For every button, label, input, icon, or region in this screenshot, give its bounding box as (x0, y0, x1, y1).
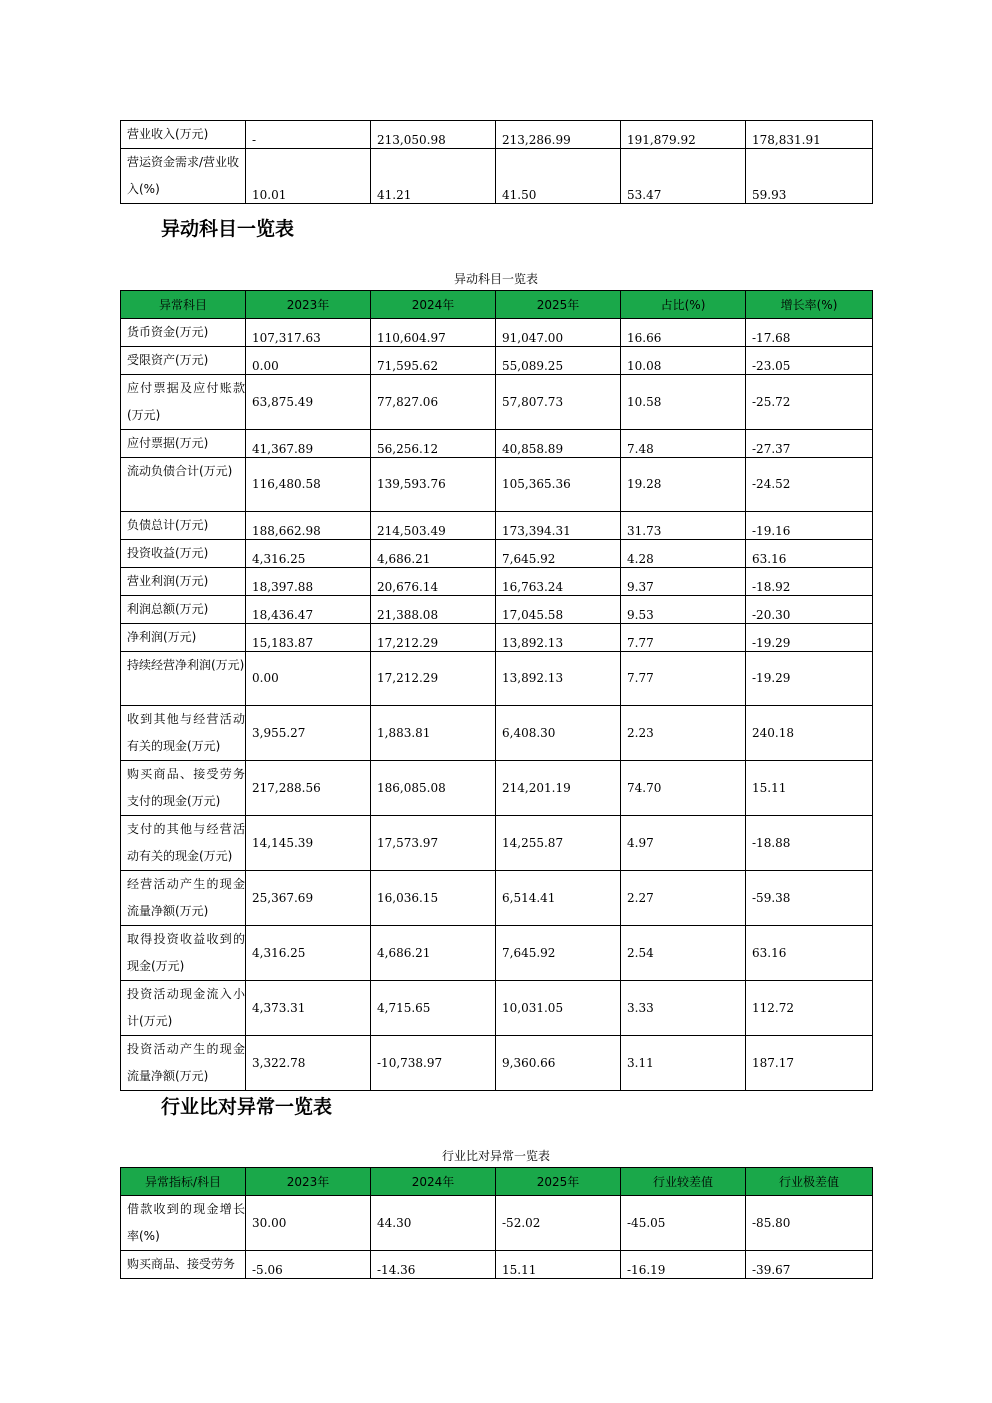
table-row (121, 652, 873, 706)
cell-value: 4,686.21 (371, 926, 496, 981)
column-header: 异常科目 (121, 291, 246, 319)
column-header: 2023年 (246, 291, 371, 319)
cell-value: 14,145.39 (246, 816, 371, 871)
row-label: 流动负债合计(万元) (121, 458, 246, 512)
cell-value: 14,255.87 (496, 816, 621, 871)
cell-value: 7.77 (621, 652, 746, 706)
cell-value: 41.21 (371, 149, 496, 204)
cell-value: -24.52 (746, 458, 873, 512)
cell-value: 10.01 (246, 149, 371, 204)
column-header: 2025年 (496, 1168, 621, 1196)
cell-value: 9,360.66 (496, 1036, 621, 1091)
row-label: 取得投资收益收到的现金(万元) (121, 926, 246, 981)
cell-value: -10,738.97 (371, 1036, 496, 1091)
cell-value: 53.47 (621, 149, 746, 204)
cell-value: 214,201.19 (496, 761, 621, 816)
table-row (121, 458, 873, 512)
cell-value: 3,322.78 (246, 1036, 371, 1091)
cell-value: 91,047.00 (496, 319, 621, 347)
cell-value: 3.33 (621, 981, 746, 1036)
row-label: 投资收益(万元) (121, 540, 246, 568)
cell-value: 13,892.13 (496, 624, 621, 652)
column-header: 占比(%) (621, 291, 746, 319)
cell-value: 116,480.58 (246, 458, 371, 512)
table-row (121, 512, 873, 540)
cell-value: 41,367.89 (246, 430, 371, 458)
table-row (121, 430, 873, 458)
row-label: 支付的其他与经营活动有关的现金(万元) (121, 816, 246, 871)
cell-value: 4.97 (621, 816, 746, 871)
table-row (121, 981, 873, 1036)
column-header: 异常指标/科目 (121, 1168, 246, 1196)
row-label: 持续经营净利润(万元) (121, 652, 246, 706)
cell-value: 4,686.21 (371, 540, 496, 568)
column-header: 行业极差值 (746, 1168, 873, 1196)
row-label: 应付票据及应付账款(万元) (121, 375, 246, 430)
cell-value: 63.16 (746, 540, 873, 568)
section-title-industry: 行业比对异常一览表 (161, 1096, 333, 1118)
cell-value: -20.30 (746, 596, 873, 624)
cell-value: 15,183.87 (246, 624, 371, 652)
row-label: 购买商品、接受劳务 (121, 1251, 246, 1279)
cell-value: 13,892.13 (496, 652, 621, 706)
cell-value: -19.29 (746, 624, 873, 652)
table-row (121, 1251, 873, 1279)
row-label: 净利润(万元) (121, 624, 246, 652)
cell-value: -18.88 (746, 816, 873, 871)
section-title-anomaly: 异动科目一览表 (161, 218, 295, 240)
table-row (121, 1196, 873, 1251)
cell-value: 186,085.08 (371, 761, 496, 816)
cell-value: 18,397.88 (246, 568, 371, 596)
table-row (121, 347, 873, 375)
cell-value: 0.00 (246, 652, 371, 706)
table-row (121, 596, 873, 624)
cell-value: 4,715.65 (371, 981, 496, 1036)
row-label: 负债总计(万元) (121, 512, 246, 540)
column-header: 2023年 (246, 1168, 371, 1196)
row-label: 货币资金(万元) (121, 319, 246, 347)
row-label: 营业收入(万元) (121, 121, 246, 149)
cell-value: 2.27 (621, 871, 746, 926)
cell-value: -25.72 (746, 375, 873, 430)
cell-value: 10.08 (621, 347, 746, 375)
cell-value: 19.28 (621, 458, 746, 512)
cell-value: -85.80 (746, 1196, 873, 1251)
top-table (120, 120, 873, 204)
row-label: 营运资金需求/营业收入(%) (121, 149, 246, 204)
row-label: 收到其他与经营活动有关的现金(万元) (121, 706, 246, 761)
cell-value: 6,408.30 (496, 706, 621, 761)
cell-value: 173,394.31 (496, 512, 621, 540)
table-row (121, 624, 873, 652)
table-row (121, 871, 873, 926)
table-caption-industry: 行业比对异常一览表 (441, 1149, 550, 1163)
cell-value: 217,288.56 (246, 761, 371, 816)
cell-value: 7.77 (621, 624, 746, 652)
cell-value: -59.38 (746, 871, 873, 926)
column-header: 2025年 (496, 291, 621, 319)
cell-value: 41.50 (496, 149, 621, 204)
cell-value: 31.73 (621, 512, 746, 540)
table-row (121, 375, 873, 430)
row-label: 受限资产(万元) (121, 347, 246, 375)
cell-value: -19.29 (746, 652, 873, 706)
cell-value: 55,089.25 (496, 347, 621, 375)
cell-value: 57,807.73 (496, 375, 621, 430)
cell-value: 77,827.06 (371, 375, 496, 430)
cell-value: -23.05 (746, 347, 873, 375)
column-header: 增长率(%) (746, 291, 873, 319)
cell-value: 2.23 (621, 706, 746, 761)
cell-value: -52.02 (496, 1196, 621, 1251)
cell-value: -18.92 (746, 568, 873, 596)
row-label: 应付票据(万元) (121, 430, 246, 458)
cell-value: 191,879.92 (621, 121, 746, 149)
cell-value: 9.37 (621, 568, 746, 596)
cell-value: 63.16 (746, 926, 873, 981)
cell-value: 17,212.29 (371, 652, 496, 706)
cell-value: 7,645.92 (496, 540, 621, 568)
cell-value: 25,367.69 (246, 871, 371, 926)
cell-value: 74.70 (621, 761, 746, 816)
cell-value: 178,831.91 (746, 121, 873, 149)
cell-value: 107,317.63 (246, 319, 371, 347)
cell-value: -5.06 (246, 1251, 371, 1279)
table-row (121, 816, 873, 871)
cell-value: 2.54 (621, 926, 746, 981)
cell-value: -17.68 (746, 319, 873, 347)
cell-value: 15.11 (746, 761, 873, 816)
cell-value: 112.72 (746, 981, 873, 1036)
cell-value: 63,875.49 (246, 375, 371, 430)
table-row (121, 926, 873, 981)
row-label: 购买商品、接受劳务支付的现金(万元) (121, 761, 246, 816)
row-label: 利润总额(万元) (121, 596, 246, 624)
table-row (121, 319, 873, 347)
cell-value: 15.11 (496, 1251, 621, 1279)
cell-value: 4,373.31 (246, 981, 371, 1036)
cell-value: -19.16 (746, 512, 873, 540)
column-header: 2024年 (371, 1168, 496, 1196)
table-row (121, 706, 873, 761)
row-label: 投资活动现金流入小计(万元) (121, 981, 246, 1036)
table-row (121, 149, 873, 204)
cell-value: 213,050.98 (371, 121, 496, 149)
cell-value: 188,662.98 (246, 512, 371, 540)
cell-value: 59.93 (746, 149, 873, 204)
cell-value: 105,365.36 (496, 458, 621, 512)
cell-value: 44.30 (371, 1196, 496, 1251)
row-label: 投资活动产生的现金流量净额(万元) (121, 1036, 246, 1091)
cell-value: -27.37 (746, 430, 873, 458)
cell-value: -39.67 (746, 1251, 873, 1279)
row-label: 经营活动产生的现金流量净额(万元) (121, 871, 246, 926)
cell-value: -14.36 (371, 1251, 496, 1279)
cell-value: 56,256.12 (371, 430, 496, 458)
cell-value: 71,595.62 (371, 347, 496, 375)
cell-value: 10.58 (621, 375, 746, 430)
cell-value: 16,036.15 (371, 871, 496, 926)
cell-value: 17,573.97 (371, 816, 496, 871)
cell-value: 16,763.24 (496, 568, 621, 596)
cell-value: 7,645.92 (496, 926, 621, 981)
table-row (121, 540, 873, 568)
cell-value: 17,212.29 (371, 624, 496, 652)
cell-value: 3,955.27 (246, 706, 371, 761)
industry-table (120, 1167, 873, 1279)
column-header: 2024年 (371, 291, 496, 319)
cell-value: 1,883.81 (371, 706, 496, 761)
cell-value: -45.05 (621, 1196, 746, 1251)
cell-value: 4,316.25 (246, 540, 371, 568)
cell-value: 110,604.97 (371, 319, 496, 347)
cell-value: - (246, 121, 371, 149)
table-row (121, 1036, 873, 1091)
cell-value: 213,286.99 (496, 121, 621, 149)
cell-value: 139,593.76 (371, 458, 496, 512)
cell-value: 4,316.25 (246, 926, 371, 981)
cell-value: 3.11 (621, 1036, 746, 1091)
cell-value: 214,503.49 (371, 512, 496, 540)
cell-value: 4.28 (621, 540, 746, 568)
cell-value: 20,676.14 (371, 568, 496, 596)
cell-value: 9.53 (621, 596, 746, 624)
cell-value: 17,045.58 (496, 596, 621, 624)
anomaly-table (120, 290, 873, 1091)
cell-value: -16.19 (621, 1251, 746, 1279)
cell-value: 6,514.41 (496, 871, 621, 926)
column-header: 行业较差值 (621, 1168, 746, 1196)
cell-value: 10,031.05 (496, 981, 621, 1036)
cell-value: 30.00 (246, 1196, 371, 1251)
table-row (121, 568, 873, 596)
cell-value: 187.17 (746, 1036, 873, 1091)
cell-value: 18,436.47 (246, 596, 371, 624)
row-label: 借款收到的现金增长率(%) (121, 1196, 246, 1251)
cell-value: 40,858.89 (496, 430, 621, 458)
cell-value: 0.00 (246, 347, 371, 375)
table-row (121, 761, 873, 816)
cell-value: 16.66 (621, 319, 746, 347)
table-caption-anomaly: 异动科目一览表 (453, 272, 538, 286)
row-label: 营业利润(万元) (121, 568, 246, 596)
cell-value: 7.48 (621, 430, 746, 458)
table-row (121, 121, 873, 149)
cell-value: 21,388.08 (371, 596, 496, 624)
cell-value: 240.18 (746, 706, 873, 761)
